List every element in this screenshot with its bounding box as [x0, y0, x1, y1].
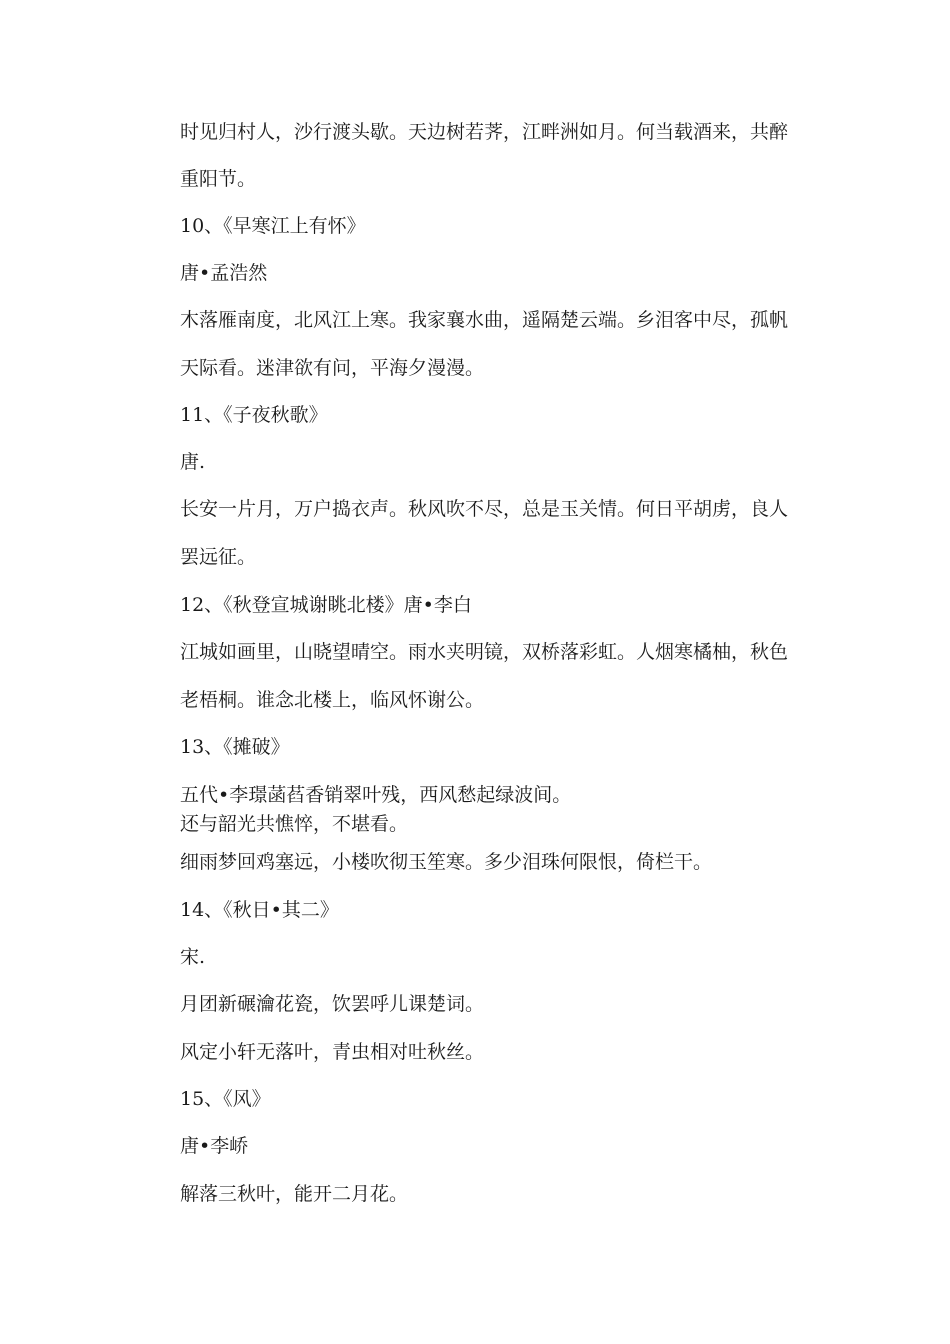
poem-text-line: 还与韶光共憔悴，不堪看。: [180, 813, 409, 835]
poem-text-line: 木落雁南度，北风江上寒。我家襄水曲，遥隔楚云端。乡泪客中尽，孤帆: [180, 309, 789, 331]
poem-title: 14、《秋日•其二》: [180, 899, 339, 921]
poem-text-line: 风定小轩无落叶，青虫相对吐秋丝。: [180, 1041, 485, 1063]
poem-title: 11、《子夜秋歌》: [180, 404, 328, 426]
poem-text-line: 五代•李璟菡萏香销翠叶残，西风愁起绿波间。: [180, 784, 572, 806]
poem-author: 唐.: [180, 451, 206, 473]
poem-author: 唐•李峤: [180, 1135, 249, 1157]
poem-title: 10、《早寒江上有怀》: [180, 215, 366, 237]
poem-text-line: 江城如画里，山晓望晴空。雨水夹明镜，双桥落彩虹。人烟寒橘柚，秋色: [180, 641, 789, 663]
poem-text-line: 罢远征。: [180, 546, 257, 568]
poem-text-line: 老梧桐。谁念北楼上，临风怀谢公。: [180, 689, 485, 711]
poem-text-line: 长安一片月，万户捣衣声。秋风吹不尽，总是玉关情。何日平胡虏，良人: [180, 498, 789, 520]
poem-title: 15、《风》: [180, 1088, 271, 1110]
poem-author: 宋.: [180, 946, 206, 968]
poem-text-line: 细雨梦回鸡塞远，小楼吹彻玉笙寒。多少泪珠何限恨，倚栏干。: [180, 851, 713, 873]
poem-title: 13、《摊破》: [180, 736, 290, 758]
poem-title: 12、《秋登宣城谢眺北楼》唐•李白: [180, 594, 472, 616]
poem-text-line: 重阳节。: [180, 168, 257, 190]
poem-text-line: 月团新碾瀹花瓷，饮罢呼儿课楚词。: [180, 993, 485, 1015]
poem-text-line: 时见归村人，沙行渡头歇。天边树若荠，江畔洲如月。何当载酒来，共醉: [180, 121, 789, 143]
poem-text-line: 天际看。迷津欲有问，平海夕漫漫。: [180, 357, 485, 379]
poem-text-line: 解落三秋叶，能开二月花。: [180, 1183, 409, 1205]
poem-author: 唐•孟浩然: [180, 262, 268, 284]
